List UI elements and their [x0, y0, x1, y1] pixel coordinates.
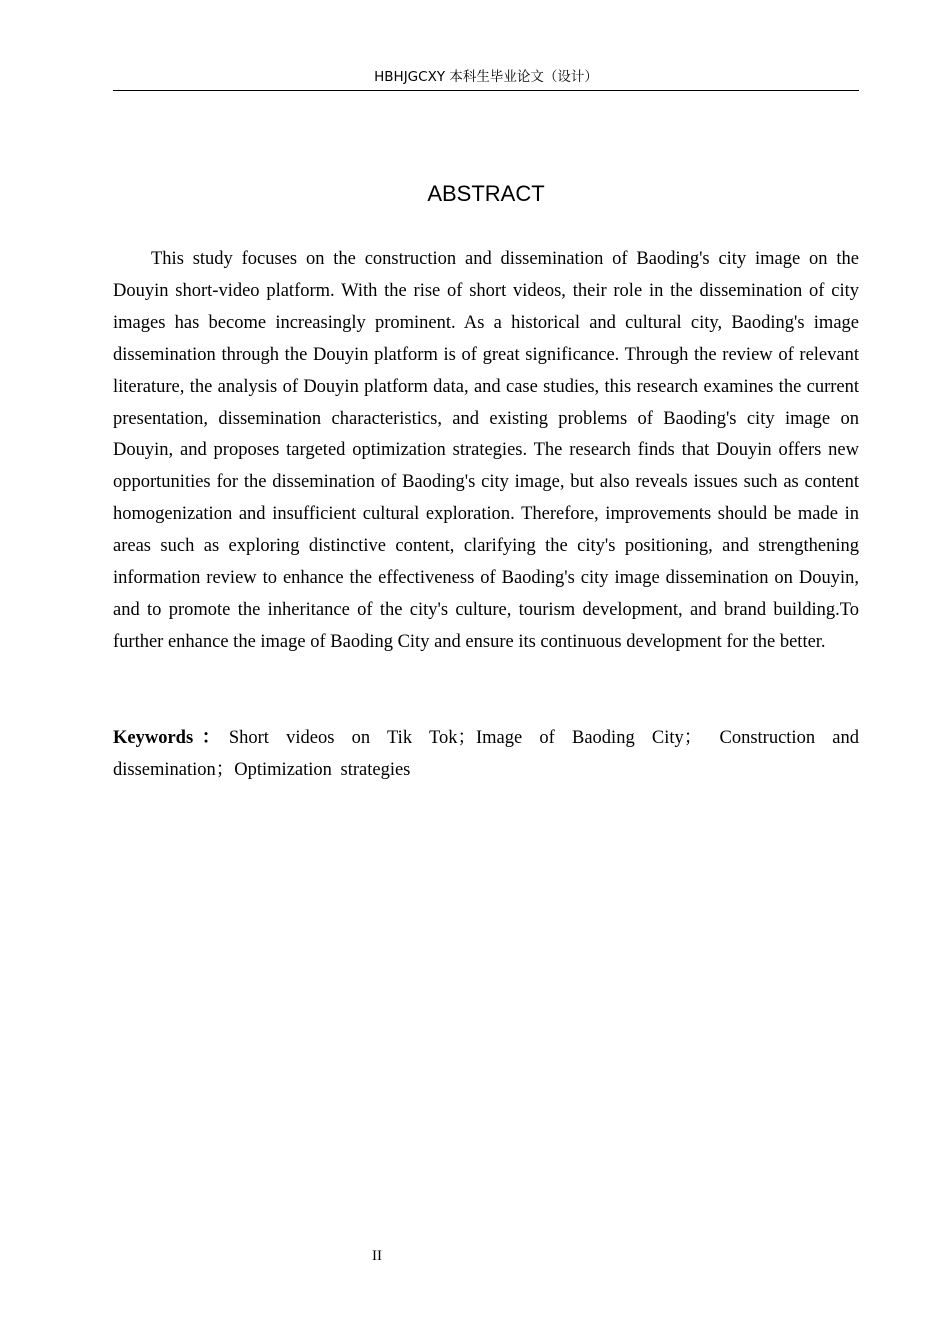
keywords-paragraph — [113, 723, 859, 787]
abstract-title: ABSTRACT — [427, 181, 545, 206]
abstract-body: This study focuses on the construction and dissemination of Baoding's city image on the Douyin short-video platform. With the rise of short videos, their role in the dissemination of city images has become increasingly prominent. As a historical and cultural city, Baoding's image dissemination through the Douyin platform is of great significance. Through the review of relevant literature, the analysis of Douyin platform data, and case studies, this research examines the current presentation, dissemination characteristics, and existing problems of Baoding's city image on Douyin, and proposes targeted optimization strategies. The research finds that Douyin offers new opportunities for the dissemination of Baoding's city image, but also reveals issues such as content homogenization and insufficient cultural exploration. Therefore, improvements should be made in areas such as exploring distinctive content, clarifying the city's positioning, and strengthening information review to enhance the effectiveness of Baoding's city image dissemination on Douyin, and to promote the inheritance of the city's culture, tourism development, and brand building.To further enhance the image of Baoding City and ensure its continuous development for the better. — [113, 249, 859, 652]
keywords-label: Keywords： — [113, 728, 229, 748]
page-header: HBHJGCXY 本科生毕业论文（设计） — [113, 64, 859, 91]
keywords-text: Short videos on Tik Tok；Image of Baoding City； Construction and dissemination；Optimization strategies — [113, 728, 859, 780]
page-number: II — [372, 1248, 382, 1264]
